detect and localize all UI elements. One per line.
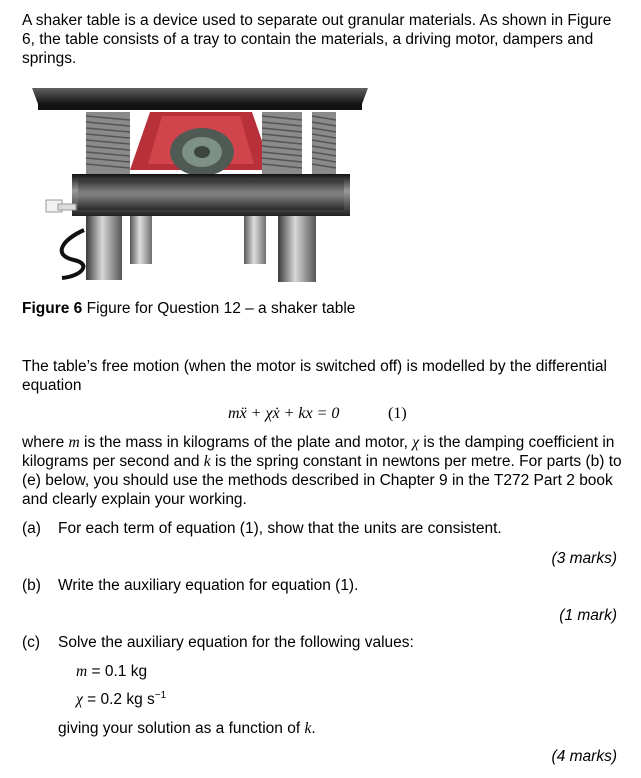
leg [86, 216, 122, 280]
value-m [76, 663, 147, 681]
value-chi-text: = 0.2 kg s [82, 691, 155, 709]
spring-right [262, 112, 336, 174]
giving-text: giving your solution as a function of [58, 720, 305, 737]
figure-caption-label: Figure 6 [22, 300, 83, 317]
part-c-text: Solve the auxiliary equation for the following values: [58, 634, 414, 651]
symbol-m: m [68, 434, 80, 451]
equation-number: (1) [388, 405, 407, 422]
tray [32, 88, 368, 104]
leg [278, 216, 316, 282]
part-a-label: (a) [22, 520, 41, 537]
symbol-chi: χ [76, 691, 83, 709]
part-c-label: (c) [22, 634, 41, 651]
value-m-text: = 0.1 kg [87, 663, 148, 680]
power-cable [62, 230, 84, 278]
part-a-text: For each term of equation (1), show that the units are consistent. [58, 520, 502, 537]
differential-equation: mẍ + χẋ + kx = 0 [228, 405, 340, 422]
figure-caption-text: Figure for Question 12 – a shaker table [82, 300, 356, 317]
where-text: is the spring constant in newtons per metre. For parts (b) to (e) below, you should use the methods described in Chapter 9 in the T272 Part 2 book and clearly explain your working. [22, 453, 622, 508]
where-text: is the mass in kilograms of the plate and motor, [79, 434, 413, 451]
where-text: where [22, 434, 69, 451]
symbol-k: k [203, 453, 211, 470]
part-b-marks: (1 mark) [559, 607, 617, 624]
part-a-marks: (3 marks) [551, 550, 617, 567]
where-text: is the damping coefficient in kilograms per second and [22, 434, 615, 470]
part-c-giving [58, 720, 316, 738]
symbol-m: m [76, 663, 88, 680]
intro-paragraph: A shaker table is a device used to separate out granular materials. As shown in Figure 6, the table consists of a tray to contain the materials, a driving motor, dampers and springs. [22, 12, 612, 67]
value-chi-exponent: −1 [154, 690, 167, 701]
part-b-text: Write the auxiliary equation for equation (1). [58, 577, 359, 594]
giving-end: . [311, 720, 316, 737]
symbol-k: k [304, 720, 312, 737]
model-paragraph: The table’s free motion (when the motor is switched off) is modelled by the differential equation [22, 358, 607, 394]
shaker-table-figure [22, 80, 378, 286]
spring-left [86, 112, 130, 174]
part-b-label: (b) [22, 577, 41, 594]
figure-caption [22, 300, 355, 318]
value-chi [76, 690, 166, 709]
part-c-marks: (4 marks) [551, 748, 617, 765]
symbol-chi: χ [412, 434, 420, 451]
where-paragraph [22, 433, 622, 509]
